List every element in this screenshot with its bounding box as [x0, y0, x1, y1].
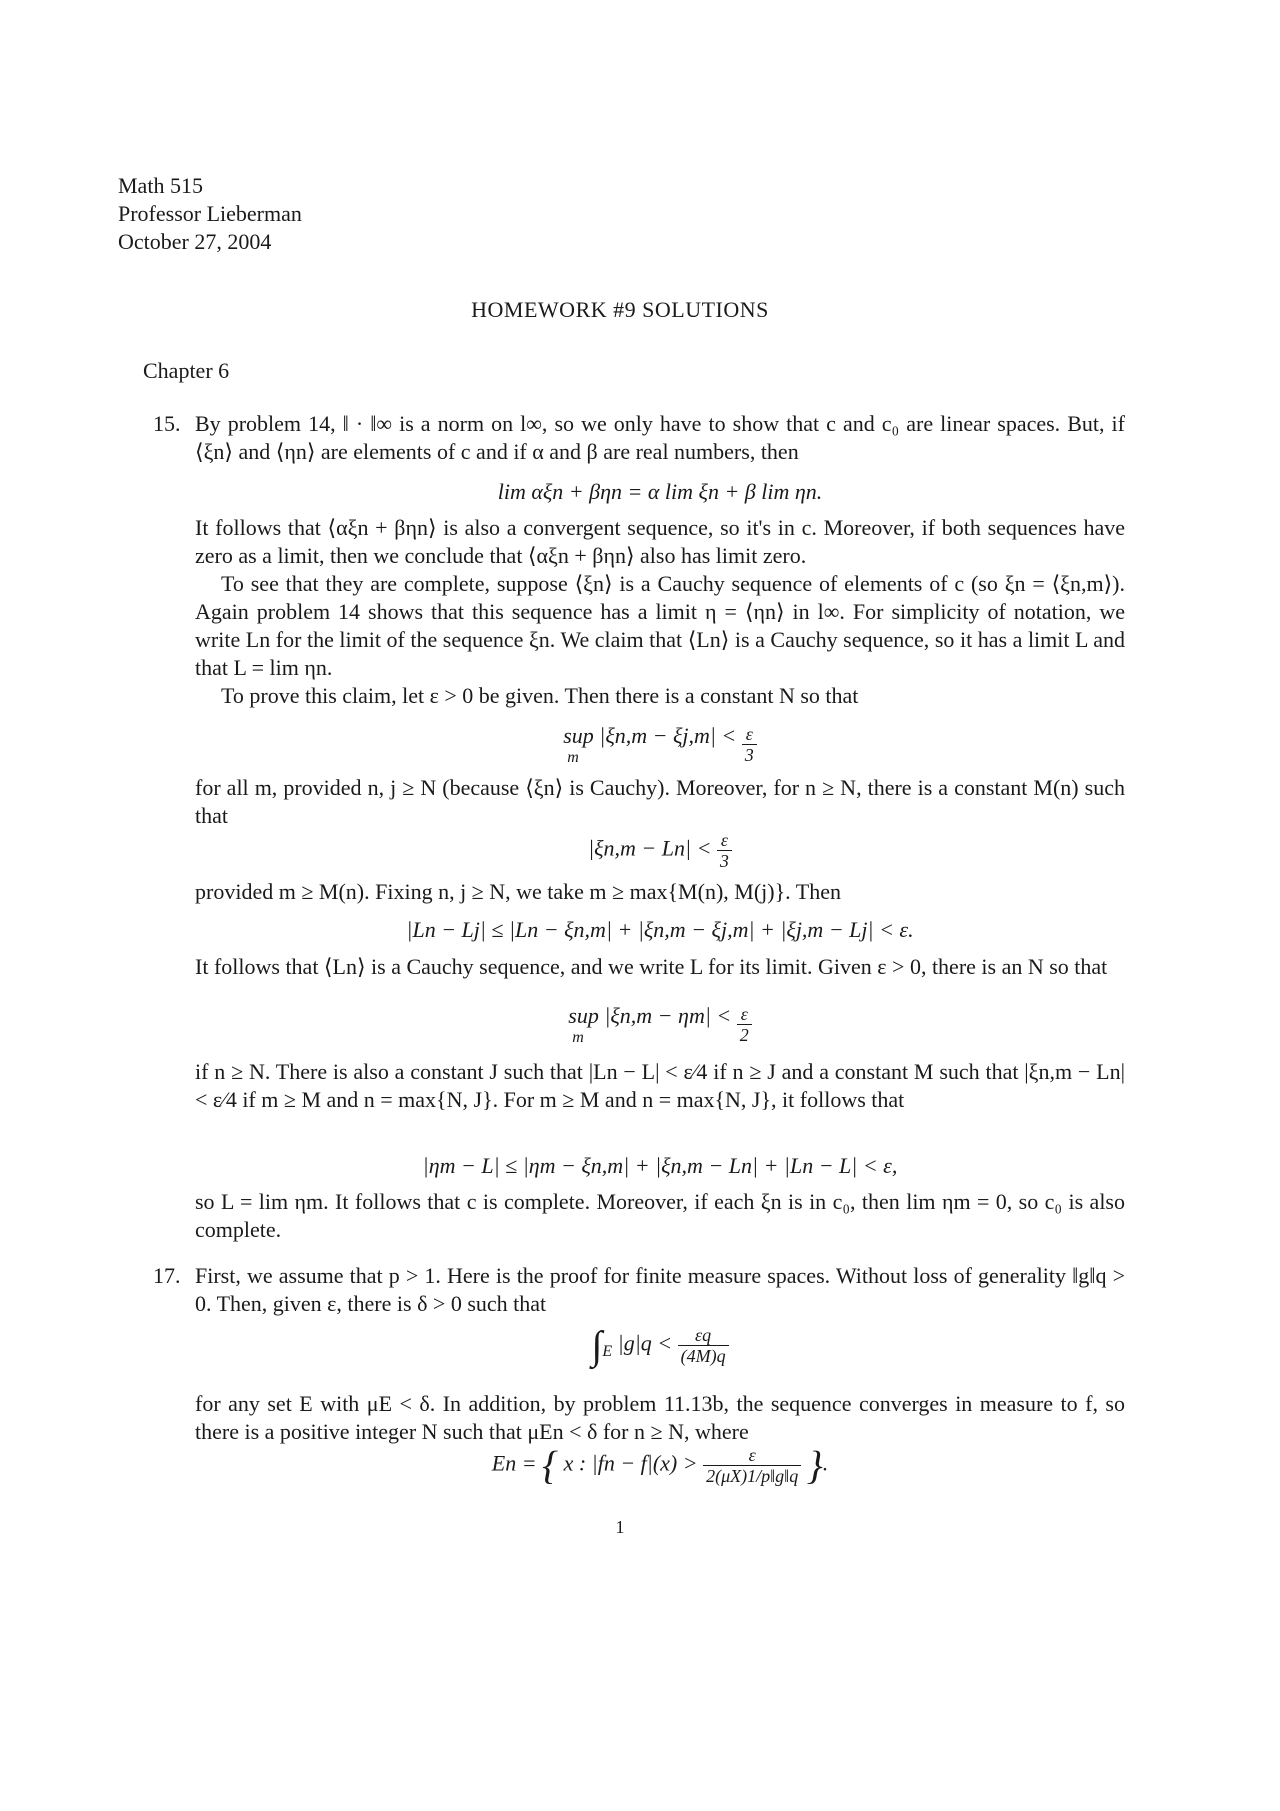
eq-5-fraction [737, 1004, 752, 1045]
problem-15-para-1 [195, 410, 1125, 466]
problem-15-text-8: if n ≥ N. There is also a constant J such that |Ln − L| < ε⁄4 if n ≥ J and a constant M such that |ξn,m − Ln| < ε⁄4 if m ≥ M and n = max{N, J}. For m ≥ M and n = max{N, J}, it follows that [195, 1059, 1125, 1112]
brace-close: } [806, 1442, 823, 1488]
integral-sub: E [602, 1342, 613, 1360]
problem-15-text-2: It follows that ⟨αξn + βηn⟩ is also a convergent sequence, so it's in c. Moreover, if both sequences have zero as a limit, then we conclude that ⟨αξn + βηn⟩ also has limit zero. [195, 515, 1125, 568]
document-date: October 27, 2004 [118, 229, 272, 254]
page-number: 1 [615, 1517, 625, 1537]
problem-15-text-9: so L = lim ηm. It follows that c is complete. Moreover, if each ξn is in c₀, then lim ηm = 0, so c₀ is also complete. [195, 1189, 1125, 1242]
sup-operator-2 [568, 1002, 731, 1046]
eq-17-1-left: |g|q < [617, 1330, 673, 1356]
problem-15-para-8 [195, 1058, 1125, 1114]
eq-17-1-num: εq [695, 1325, 712, 1345]
eq-3-fraction [717, 830, 732, 871]
problem-15-text-3: To see that they are complete, suppose ⟨ξn⟩ is a Cauchy sequence of elements of c (so ξn = ⟨ξn,m⟩). Again problem 14 shows that this sequence has a limit η = ⟨ηn⟩ in l∞. For simplicity of notation, we write Ln for the limit of the sequence ξn. We claim that ⟨Ln⟩ is a Cauchy sequence, so it has a limit L and that L = lim ηn. [195, 571, 1125, 680]
problem-17-eq-1 [0, 1322, 1280, 1368]
problem-17-eq-2 [0, 1442, 1280, 1488]
problem-15-eq-2 [0, 722, 1280, 766]
course-name: Math 515 [118, 173, 203, 198]
eq-5-sub: m [572, 1029, 584, 1046]
eq-3-num: ε [720, 830, 728, 850]
problem-15-para-7 [195, 953, 1125, 981]
eq-3-den: 3 [717, 850, 732, 871]
chapter-heading: Chapter 6 [143, 358, 230, 383]
problem-15-text-6: provided m ≥ M(n). Fixing n, j ≥ N, we take m ≥ max{M(n), M(j)}. Then [195, 879, 841, 904]
problem-17-para-2 [195, 1390, 1125, 1446]
problem-15-eq-5 [0, 1002, 1280, 1046]
problem-15-para-2 [195, 514, 1125, 710]
problem-15-text-1: By problem 14, ‖ · ‖∞ is a norm on l∞, so we only have to show that c and c₀ are linear spaces. But, if ⟨ξn⟩ and ⟨ηn⟩ are elements of c and if α and β are real numbers, then [195, 411, 1125, 464]
integral-sign: ∫ [591, 1322, 603, 1368]
eq-17-1-den: (4M)q [678, 1345, 729, 1366]
eq-5-num: ε [740, 1003, 748, 1024]
eq-2-den: 3 [742, 744, 757, 765]
eq-17-2-mid: x : |fn − f|(x) > [563, 1450, 698, 1476]
eq-2-left: sup |ξn,m − ξj,m| < [563, 723, 737, 748]
sup-operator [563, 722, 736, 766]
eq-17-2-fraction [703, 1445, 801, 1486]
eq-2-num: ε [745, 723, 753, 744]
problem-17-para-1 [195, 1262, 1125, 1318]
eq-17-2-num: ε [748, 1445, 756, 1465]
eq-5-left: sup |ξn,m − ηm| < [568, 1003, 732, 1028]
eq-17-1-fraction [678, 1325, 729, 1366]
problem-15-eq-6: |ηm − L| ≤ |ηm − ξn,m| + |ξn,m − Ln| + |Ln − L| < ε, [422, 1153, 898, 1178]
problem-17-text-2: for any set E with μE < δ. In addition, by problem 11.13b, the sequence converges in measure to f, so there is a positive integer N such that μEn < δ for n ≥ N, where [195, 1391, 1125, 1444]
eq-17-2-left: En = [491, 1450, 537, 1476]
problem-17-number: 17. [153, 1263, 181, 1288]
problem-15-number: 15. [153, 411, 181, 436]
problem-15-text-4: To prove this claim, let ε > 0 be given. Then there is a constant N so that [221, 683, 859, 708]
eq-5-den: 2 [737, 1024, 752, 1045]
problem-15-text-7: It follows that ⟨Ln⟩ is a Cauchy sequence, and we write L for its limit. Given ε > 0, there is an N so that [195, 954, 1108, 979]
problem-15-eq-3 [0, 830, 1280, 871]
eq-2-sub: m [567, 749, 579, 766]
problem-17-text-1: First, we assume that p > 1. Here is the proof for finite measure spaces. Without loss of generality ‖g‖q > 0. Then, given ε, there is δ > 0 such that [195, 1263, 1125, 1316]
header-block [118, 172, 302, 256]
document-title: HOMEWORK #9 SOLUTIONS [471, 297, 769, 322]
problem-15-text-5: for all m, provided n, j ≥ N (because ⟨ξn⟩ is Cauchy). Moreover, for n ≥ N, there is a constant M(n) such that [195, 775, 1125, 828]
problem-15-eq-4: |Ln − Lj| ≤ |Ln − ξn,m| + |ξn,m − ξj,m| + |ξj,m − Lj| < ε. [406, 917, 914, 942]
brace-open: { [542, 1442, 559, 1488]
professor-name: Professor Lieberman [118, 201, 302, 226]
eq-2-fraction [742, 724, 757, 765]
problem-15-eq-1: lim αξn + βηn = α lim ξn + β lim ηn. [497, 479, 823, 504]
eq-17-2-den: 2(μX)1/p‖g‖q [703, 1465, 801, 1486]
problem-15-para-9 [195, 1188, 1125, 1244]
eq-17-2-end: . [822, 1450, 829, 1476]
problem-15-para-6 [195, 878, 1125, 906]
problem-15-para-5 [195, 774, 1125, 830]
eq-3-left: |ξn,m − Ln| < [588, 835, 712, 861]
